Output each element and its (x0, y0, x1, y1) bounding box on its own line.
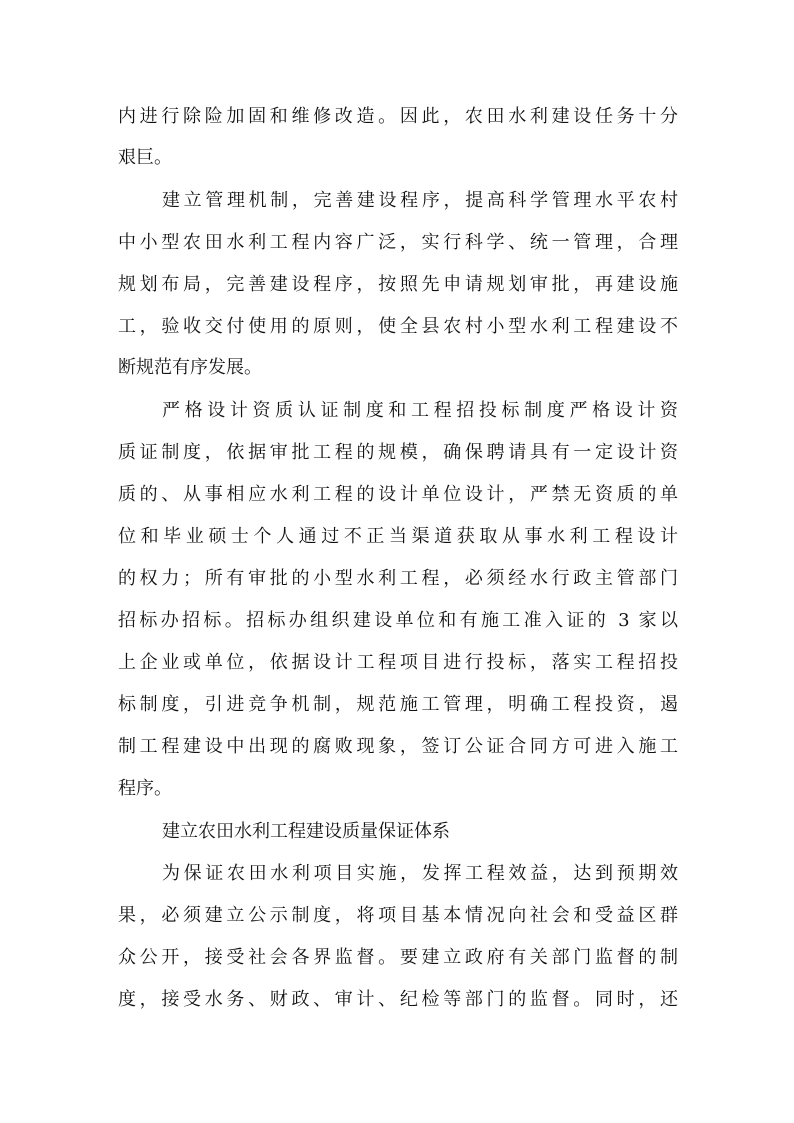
paragraph-line: 中小型农田水利工程内容广泛，实行科学、统一管理，合理 (118, 232, 678, 253)
paragraph-line: 上企业或单位，依据设计工程项目进行投标，落实工程招投 (118, 652, 678, 673)
paragraph-line: 制工程建设中出现的腐败现象，签订公证合同方可进入施工 (118, 736, 678, 757)
paragraph-line: 度，接受水务、财政、审计、纪检等部门的监督。同时，还 (118, 989, 678, 1010)
paragraph-line: 果，必须建立公示制度，将项目基本情况向社会和受益区群 (118, 905, 678, 926)
section-heading: 建立农田水利工程建设质量保证体系 (162, 821, 450, 842)
paragraph-line: 内进行除险加固和维修改造。因此，农田水利建设任务十分 (118, 106, 678, 127)
paragraph-line: 的权力；所有审批的小型水利工程，必须经水行政主管部门 (118, 568, 678, 589)
paragraph-line: 众公开，接受社会各界监督。要建立政府有关部门监督的制 (118, 947, 678, 968)
paragraph-line: 为保证农田水利项目实施，发挥工程效益，达到预期效 (162, 863, 678, 884)
paragraph-line: 位和毕业硕士个人通过不正当渠道获取从事水利工程设计 (118, 526, 678, 547)
paragraph-line: 工，验收交付使用的原则，使全县农村小型水利工程建设不 (118, 316, 678, 337)
paragraph-line: 招标办招标。招标办组织建设单位和有施工准入证的 3 家以 (118, 610, 678, 631)
paragraph-line: 建立管理机制，完善建设程序，提高科学管理水平农村 (162, 190, 678, 211)
paragraph-line: 质证制度，依据审批工程的规模，确保聘请具有一定设计资 (118, 442, 678, 463)
paragraph-line: 规划布局，完善建设程序，按照先申请规划审批，再建设施 (118, 274, 678, 295)
paragraph-line: 程序。 (118, 778, 172, 799)
paragraph-line: 标制度，引进竞争机制，规范施工管理，明确工程投资，遏 (118, 694, 678, 715)
paragraph-line: 断规范有序发展。 (118, 357, 262, 378)
paragraph-line: 艰巨。 (118, 147, 172, 168)
paragraph-line: 严格设计资质认证制度和工程招投标制度严格设计资 (162, 400, 678, 421)
paragraph-line: 质的、从事相应水利工程的设计单位设计，严禁无资质的单 (118, 484, 678, 505)
